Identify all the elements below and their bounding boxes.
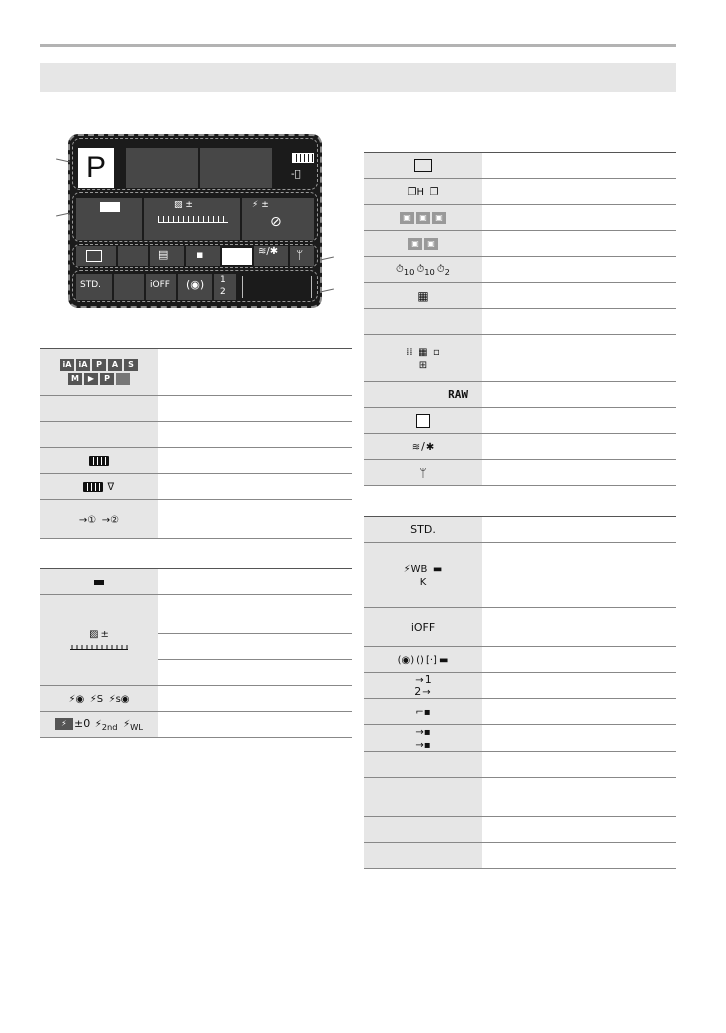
frame-icon: [86, 250, 102, 262]
self-timer-10-icon: $⏱_{10}$: [396, 264, 415, 277]
mode-indicator: P: [78, 148, 114, 188]
self-timer-2-icon: $⏱_2$: [436, 264, 450, 277]
4k-ss-icon: ▣: [416, 212, 430, 224]
wireless-flash-icon: $⚡_{WL}$: [123, 719, 144, 732]
card-slot-icon: →: [422, 686, 431, 698]
desc-cell: [158, 500, 352, 539]
desc-cell: [482, 460, 676, 486]
table-row: [364, 283, 676, 309]
card-slot-icon: 1 2: [220, 275, 226, 297]
wrench-icon: ᛘ: [419, 465, 427, 480]
desc-cell: [482, 382, 676, 408]
right-table-1: [364, 152, 676, 486]
table-row: [364, 517, 676, 543]
icon-cell: [40, 422, 158, 448]
af-zone-icon: ⁞⁞: [406, 347, 413, 358]
flash-redeye-icon: ⚡◉: [68, 694, 85, 705]
table-row: [40, 349, 352, 396]
table-row: [364, 231, 676, 257]
desc-cell: [482, 309, 676, 335]
table-row: [364, 752, 676, 778]
table-row: [364, 673, 676, 699]
table-row: [364, 543, 676, 608]
metering-icon: (◉): [186, 278, 205, 291]
desc-cell: [158, 474, 352, 500]
table-row: [40, 422, 352, 448]
table-row: [40, 500, 352, 539]
callout-3: [320, 257, 334, 261]
icon-cell: [364, 335, 482, 382]
af-plus-icon: ⊞: [418, 360, 428, 371]
af-icon: ▪: [196, 248, 204, 261]
camera-monitor-diagram: [68, 134, 322, 308]
card-slot-1: 1: [424, 672, 432, 686]
4k-pre-icon: ▣: [432, 212, 446, 224]
bar-icon: [100, 202, 120, 212]
desc-cell: [482, 517, 676, 543]
exposure-scale: [70, 641, 128, 650]
bracket-area: [242, 276, 312, 298]
icon-cell: [364, 257, 482, 283]
icon-cell: [364, 460, 482, 486]
icon-cell: [364, 408, 482, 434]
flash-comp-icon: ⚡: [55, 718, 73, 730]
desc-cell: [158, 569, 352, 595]
table-row: [364, 434, 676, 460]
desc-cell: [482, 843, 676, 869]
card-icon: -⃞: [291, 169, 301, 180]
section-band: [40, 63, 676, 92]
desc-cell: [482, 231, 676, 257]
wifi-icon: ≋: [411, 442, 421, 453]
table-row: [364, 460, 676, 486]
plug-icon: ᐁ: [107, 482, 115, 493]
table-row: [364, 725, 676, 752]
metering-spot-icon: [·]: [425, 655, 437, 666]
exposure-comp-icon: ▨: [89, 629, 99, 640]
desc-cell: [482, 608, 676, 647]
icon-cell: [364, 608, 482, 647]
icon-cell: [40, 595, 158, 686]
desc-cell: [158, 686, 352, 712]
k-temp-icon: K: [419, 577, 427, 588]
6k-photo-icon: ▣: [408, 238, 422, 250]
icon-cell: [40, 569, 158, 595]
table-row: [40, 448, 352, 474]
metering-center-icon: (): [416, 655, 424, 666]
table-row: [364, 382, 676, 408]
table-row: [364, 153, 676, 179]
blank-square-icon: [416, 414, 430, 428]
metering-multi-icon: (◉): [397, 655, 415, 666]
left-table-1: [40, 348, 352, 539]
battery-icon: [83, 482, 103, 492]
exposure-sign: ±: [100, 629, 109, 640]
table-row: [364, 335, 676, 382]
blank-square-icon: [222, 248, 252, 265]
right-table-2: [364, 516, 676, 869]
6k-icon: ▣: [400, 212, 414, 224]
icon-cell: [364, 231, 482, 257]
screen-cell: [118, 246, 148, 266]
icon-cell: [364, 309, 482, 335]
table-row: [364, 843, 676, 869]
flash-wb-icon: ⚡WB: [403, 564, 428, 575]
wifi-bluetooth-icon: ≋/✱: [258, 246, 279, 257]
icon-cell: [364, 179, 482, 205]
desc-cell: [482, 725, 676, 752]
desc-cell: [482, 179, 676, 205]
desc-cell: [482, 673, 676, 699]
table-row: [364, 309, 676, 335]
icon-cell: [364, 647, 482, 673]
highlight-icon: ▬: [438, 655, 449, 666]
table-row: [40, 569, 352, 595]
frame-icon: [414, 159, 432, 172]
desc-cell: [158, 634, 352, 660]
flash-off-icon: ⊘: [270, 214, 282, 230]
wb-preset-icon: ▬: [432, 564, 443, 575]
desc-cell: [482, 283, 676, 309]
table-row: [364, 408, 676, 434]
icon-cell: [364, 778, 482, 817]
table-row: [364, 205, 676, 231]
flash-comp-icon: ⚡ ±: [252, 200, 269, 210]
raw-icon: RAW: [364, 382, 482, 408]
photo-style-icon: STD.: [80, 280, 102, 290]
desc-cell: [482, 434, 676, 460]
icon-cell: [364, 673, 482, 699]
icon-cell: [364, 283, 482, 309]
bluetooth-icon: ✱: [425, 442, 435, 453]
card-2-icon: →▪: [415, 740, 431, 751]
i-dynamic-icon: iOFF: [410, 620, 436, 634]
desc-cell: [482, 153, 676, 179]
icon-cell: [364, 843, 482, 869]
table-row: [364, 699, 676, 725]
i-dynamic-icon: iOFF: [150, 280, 170, 290]
desc-cell: [158, 396, 352, 422]
photo-style-icon: STD.: [410, 523, 436, 536]
desc-cell: [158, 660, 352, 686]
table-row: [364, 817, 676, 843]
flash-sign: ±: [261, 200, 269, 210]
desc-cell: [482, 335, 676, 382]
icon-cell: ≋/✱: [364, 434, 482, 460]
desc-cell: [482, 257, 676, 283]
card-slot-icon: →: [415, 674, 424, 686]
icon-cell: [364, 543, 482, 608]
card-1-icon: →▪: [415, 727, 431, 738]
callout-4: [320, 289, 334, 293]
desc-cell: [482, 699, 676, 725]
header-rule: [40, 44, 676, 47]
exposure-comp-icon: ▨ ±: [174, 200, 193, 210]
desc-cell: [482, 543, 676, 608]
table-row: [364, 257, 676, 283]
table-row: [364, 778, 676, 817]
icon-cell: [40, 686, 158, 712]
wrench-icon: ᛘ: [296, 248, 304, 262]
table-row: [40, 396, 352, 422]
bar-icon: [94, 580, 104, 585]
exposure-sign: ±: [185, 200, 193, 210]
desc-cell: [482, 752, 676, 778]
icon-cell: [364, 517, 482, 543]
table-row: [364, 608, 676, 647]
battery-icon: [89, 456, 109, 466]
icon-cell: [40, 712, 158, 738]
desc-cell: [158, 712, 352, 738]
flash-slow-redeye-icon: ⚡s◉: [108, 694, 130, 705]
exposure-scale: [158, 216, 228, 223]
burst-icon: ❐: [429, 187, 439, 198]
2nd-curtain-icon: $⚡_{2nd}$: [94, 719, 118, 732]
flash-comp-value: ±0: [73, 717, 91, 730]
icon-cell: [364, 205, 482, 231]
icon-cell: [364, 153, 482, 179]
desc-cell: [158, 422, 352, 448]
desc-cell: [158, 349, 352, 396]
left-table-2: [40, 568, 352, 738]
table-row: [40, 686, 352, 712]
relay-1-2-icon: ⌐▪: [415, 707, 431, 718]
screen-cell: [200, 148, 272, 188]
icon-cell: [364, 817, 482, 843]
burst-h-icon: ❐H: [407, 187, 424, 198]
card1-icon: →①: [78, 514, 97, 526]
table-row: [40, 595, 352, 634]
icon-cell: [40, 474, 158, 500]
table-row: [40, 712, 352, 738]
grid-icon: ▦: [417, 288, 429, 303]
af-point-icon: ▫: [433, 347, 440, 358]
icon-cell: [40, 500, 158, 539]
battery-icon: [292, 153, 314, 163]
icon-cell: [40, 448, 158, 474]
desc-cell: [482, 817, 676, 843]
flash-slow-icon: ⚡S: [89, 694, 104, 705]
icon-cell: iA iA P A S M ▶ P: [40, 349, 158, 396]
icon-cell: [364, 725, 482, 752]
desc-cell: [158, 448, 352, 474]
table-row: [364, 179, 676, 205]
desc-cell: [482, 408, 676, 434]
icon-cell: [364, 699, 482, 725]
table-row: [40, 474, 352, 500]
af-full-icon: ▦: [418, 347, 428, 358]
table-row: [364, 647, 676, 673]
screen-cell: [114, 274, 144, 300]
icon-cell: [364, 752, 482, 778]
desc-cell: [482, 647, 676, 673]
card-slot-2: 2: [414, 684, 422, 698]
desc-cell: [158, 595, 352, 634]
grid-icon: ▤: [158, 248, 169, 261]
4k-photo-icon: ▣: [424, 238, 438, 250]
desc-cell: [482, 778, 676, 817]
self-timer-10-3-icon: $⏱_{10}$: [416, 264, 435, 277]
card2-icon: →②: [101, 514, 120, 526]
desc-cell: [482, 205, 676, 231]
screen-cell: [126, 148, 198, 188]
icon-cell: [40, 396, 158, 422]
